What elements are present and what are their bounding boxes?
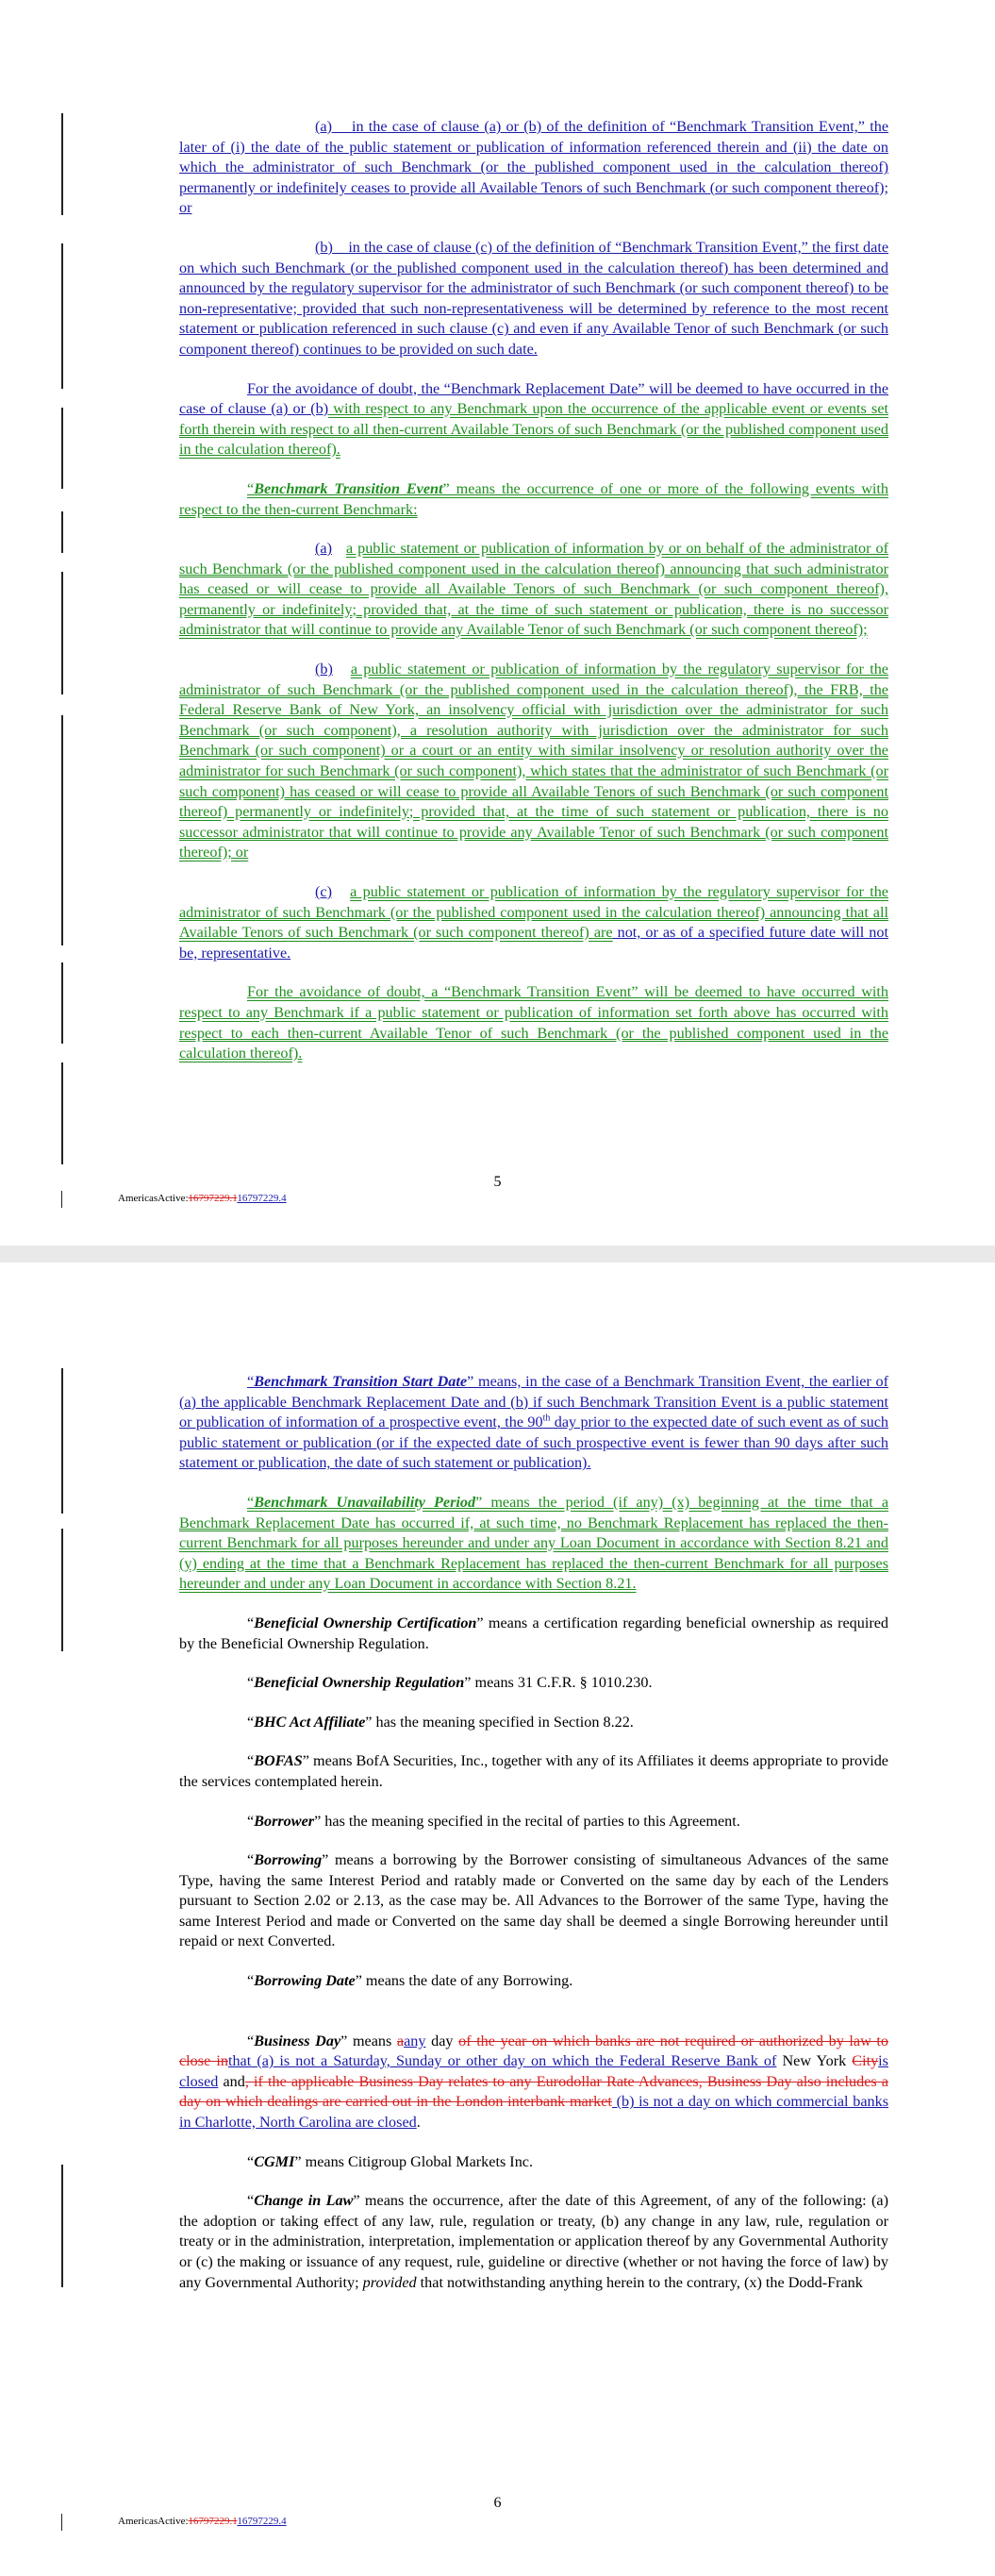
page-5-body [179,117,888,1083]
transition-event-clause-a: (a) a public statement or publication of information by or on behalf of the administrator of such Benchmark (or the published component used in the calculation thereof) announcing that such administrator has ceased or will cease to provide all Available Tenors of such Benchmark (or such component thereof), permanently or indefinitely; provided that, at the time of such statement or publication, there is no successor administrator that will continue to provide any Available Tenor of such Benchmark (or such component thereof); [179,540,889,639]
definition-bhc-act-affiliate: “BHC Act Affiliate” has the meaning specified in Section 8.22. [247,1713,634,1731]
clause-a-date: (a) in the case of clause (a) or (b) of the definition of “Benchmark Transition Event,” the later of (i) the date of the public statement or publication of information referenced therein and (ii) the date on which the administrator of such Benchmark (or the published component used in the calculation thereof) permanently or indefinitely ceases to provide all Available Tenors of such Benchmark (or such component thereof); or [179,118,889,217]
change-bar [61,243,63,389]
page-6-body [179,1372,888,2312]
change-bar [61,2165,63,2287]
change-bar [61,962,63,1044]
change-bar [61,572,63,694]
definition-beneficial-ownership-regulation: “Beneficial Ownership Regulation” means 31 C.F.R. § 1010.230. [247,1674,653,1692]
change-bar [61,408,63,489]
definition-cgmi: “CGMI” means Citigroup Global Markets Inc. [247,2152,534,2170]
definition-business-day: “Business Day” means aany day of the year on which banks are not required or authorized by law to close inthat (a) is not a Saturday, Sunday or other day on which the Federal Reserve Bank of New York Cityis closed and, if the applicable Business Day relates to any Eurodollar Rate Advances, Business Day also includes a day on which dealings are carried out in the London interbank market (b) is not a day on which commercial banks in Charlotte, North Carolina are closed. [179,2032,889,2132]
definition-change-in-law: “Change in Law” means the occurrence, after the date of this Agreement, of any of the following: (a) the adoption or taking effect of any law, rule, regulation or treaty, (b) any change in any law, rule, regulation or treaty or in the administration, interpretation, implementation or application thereof by any Governmental Authority or (c) the making or issuance of any request, rule, guideline or directive (whether or not having the force of law) by any Governmental Authority; provided that notwithstanding anything herein to the contrary, (x) the Dodd-Frank [179,2192,888,2291]
transition-event-clause-b: (b) a public statement or publication of information by the regulatory supervisor for the administrator of such Benchmark (or the published component used in the calculation thereof), the FRB, the Federal Reserve Bank of New York, an insolvency official with jurisdiction over the administrator for such Benchmark (or such component), a resolution authority with jurisdiction over the administrator for such Benchmark (or such component) or a court or an entity with similar insolvency or resolution authority over the administrator for such Benchmark (or such component), which states that the administrator of such Benchmark (or such component) has ceased or will cease to provide all Available Tenors of such Benchmark (or such component thereof) permanently or indefinitely; provided that, at the time of such statement or publication, there is no successor administrator that will continue to provide any Available Tenor of such Benchmark (or such component thereof); or [179,661,888,861]
page-number: 5 [493,1174,502,1190]
change-bar [61,2514,62,2531]
definition-bofas: “BOFAS” means BofA Securities, Inc., together with any of its Affiliates it deems appropriate to provide the services contemplated herein. [179,1752,888,1790]
document-page-6 [0,1263,995,2576]
definition-beneficial-ownership-certification: “Beneficial Ownership Certification” means a certification regarding beneficial ownership as required by the Beneficial Ownership Regulation. [179,1614,888,1652]
definition-borrowing: “Borrowing” means a borrowing by the Borrower consisting of simultaneous Advances of the same Type, having the same Interest Period and ratably made or Converted on the same day by each of the Lenders pursuant to Section 2.02 or 2.13, as the case may be. All Advances to the Borrower of the same Type, having the same Interest Period and made or Converted on the same day shall be deemed a single Borrowing hereunder until repaid or next Converted. [179,1851,888,1950]
document-footer: AmericasActive:16797229.116797229.4 [118,1193,287,1204]
change-bar [61,1062,63,1164]
document-footer: AmericasActive:16797229.116797229.4 [118,2516,287,2527]
definition-benchmark-transition-event: “Benchmark Transition Event” means the occurrence of one or more of the following events with respect to the then-current Benchmark: [179,479,888,518]
change-bar [61,1191,62,1208]
change-bar [61,511,63,553]
avoidance-transition-event: For the avoidance of doubt, a “Benchmark Transition Event” will be deemed to have occurred with respect to any Benchmark if a public statement or publication of information set forth above has occurred with respect to each then-current Available Tenor of such Benchmark (or the published component used in the calculation thereof). [179,983,888,1062]
change-bar [61,113,63,215]
change-bar [61,1529,63,1651]
definition-benchmark-unavailability-period: “Benchmark Unavailability Period” means the period (if any) (x) beginning at the time that a Benchmark Replacement Date has occurred if, at such time, no Benchmark Replacement has replaced the then-current Benchmark for all purposes hereunder and under any Loan Document in accordance with Section 8.21 and (y) ending at the time that a Benchmark Replacement has replaced the then-current Benchmark for all purposes hereunder and under any Loan Document in accordance with Section 8.21. [179,1493,889,1593]
definition-benchmark-transition-start-date: “Benchmark Transition Start Date” means, in the case of a Benchmark Transition Event, the earlier of (a) the applicable Benchmark Replacement Date and (b) if such Benchmark Transition Event is a public statement or publication of information of a prospective event, the 90th day prior to the expected date of such event as of such public statement or publication (or if the expected date of such prospective event is fewer than 90 days after such statement or publication, the date of such statement or publication). [179,1373,888,1472]
page-number: 6 [493,2495,502,2511]
clause-b-date: (b) in the case of clause (c) of the definition of “Benchmark Transition Event,” the first date on which such Benchmark (or the published component used in the calculation thereof) has been determined and announced by the regulatory supervisor for the administrator of such Benchmark (or such component thereof) to be non-representative; provided that such non-representativeness will be determined by reference to the most recent statement or publication referenced in such clause (c) and even if any Available Tenor of such Benchmark (or such component thereof) continues to be provided on such date. [179,238,889,358]
change-bar [61,715,63,945]
transition-event-clause-c: (c) a public statement or publication of information by the regulatory supervisor for the administrator of such Benchmark (or the published component used in the calculation thereof) announcing that all Available Tenors of such Benchmark (or such component thereof) are not, or as of a specified future date will not be, representative. [179,883,888,962]
definition-borrower: “Borrower” has the meaning specified in the recital of parties to this Agreement. [247,1812,740,1830]
change-bar [61,1368,63,1514]
document-page-5 [0,0,995,1246]
avoidance-replacement-date: For the avoidance of doubt, the “Benchmark Replacement Date” will be deemed to have occurred in the case of clause (a) or (b) with respect to any Benchmark upon the occurrence of the applicable event or events set forth therein with respect to all then-current Available Tenors of such Benchmark (or the published component used in the calculation thereof). [179,379,888,459]
definition-borrowing-date: “Borrowing Date” means the date of any Borrowing. [247,1972,573,1990]
